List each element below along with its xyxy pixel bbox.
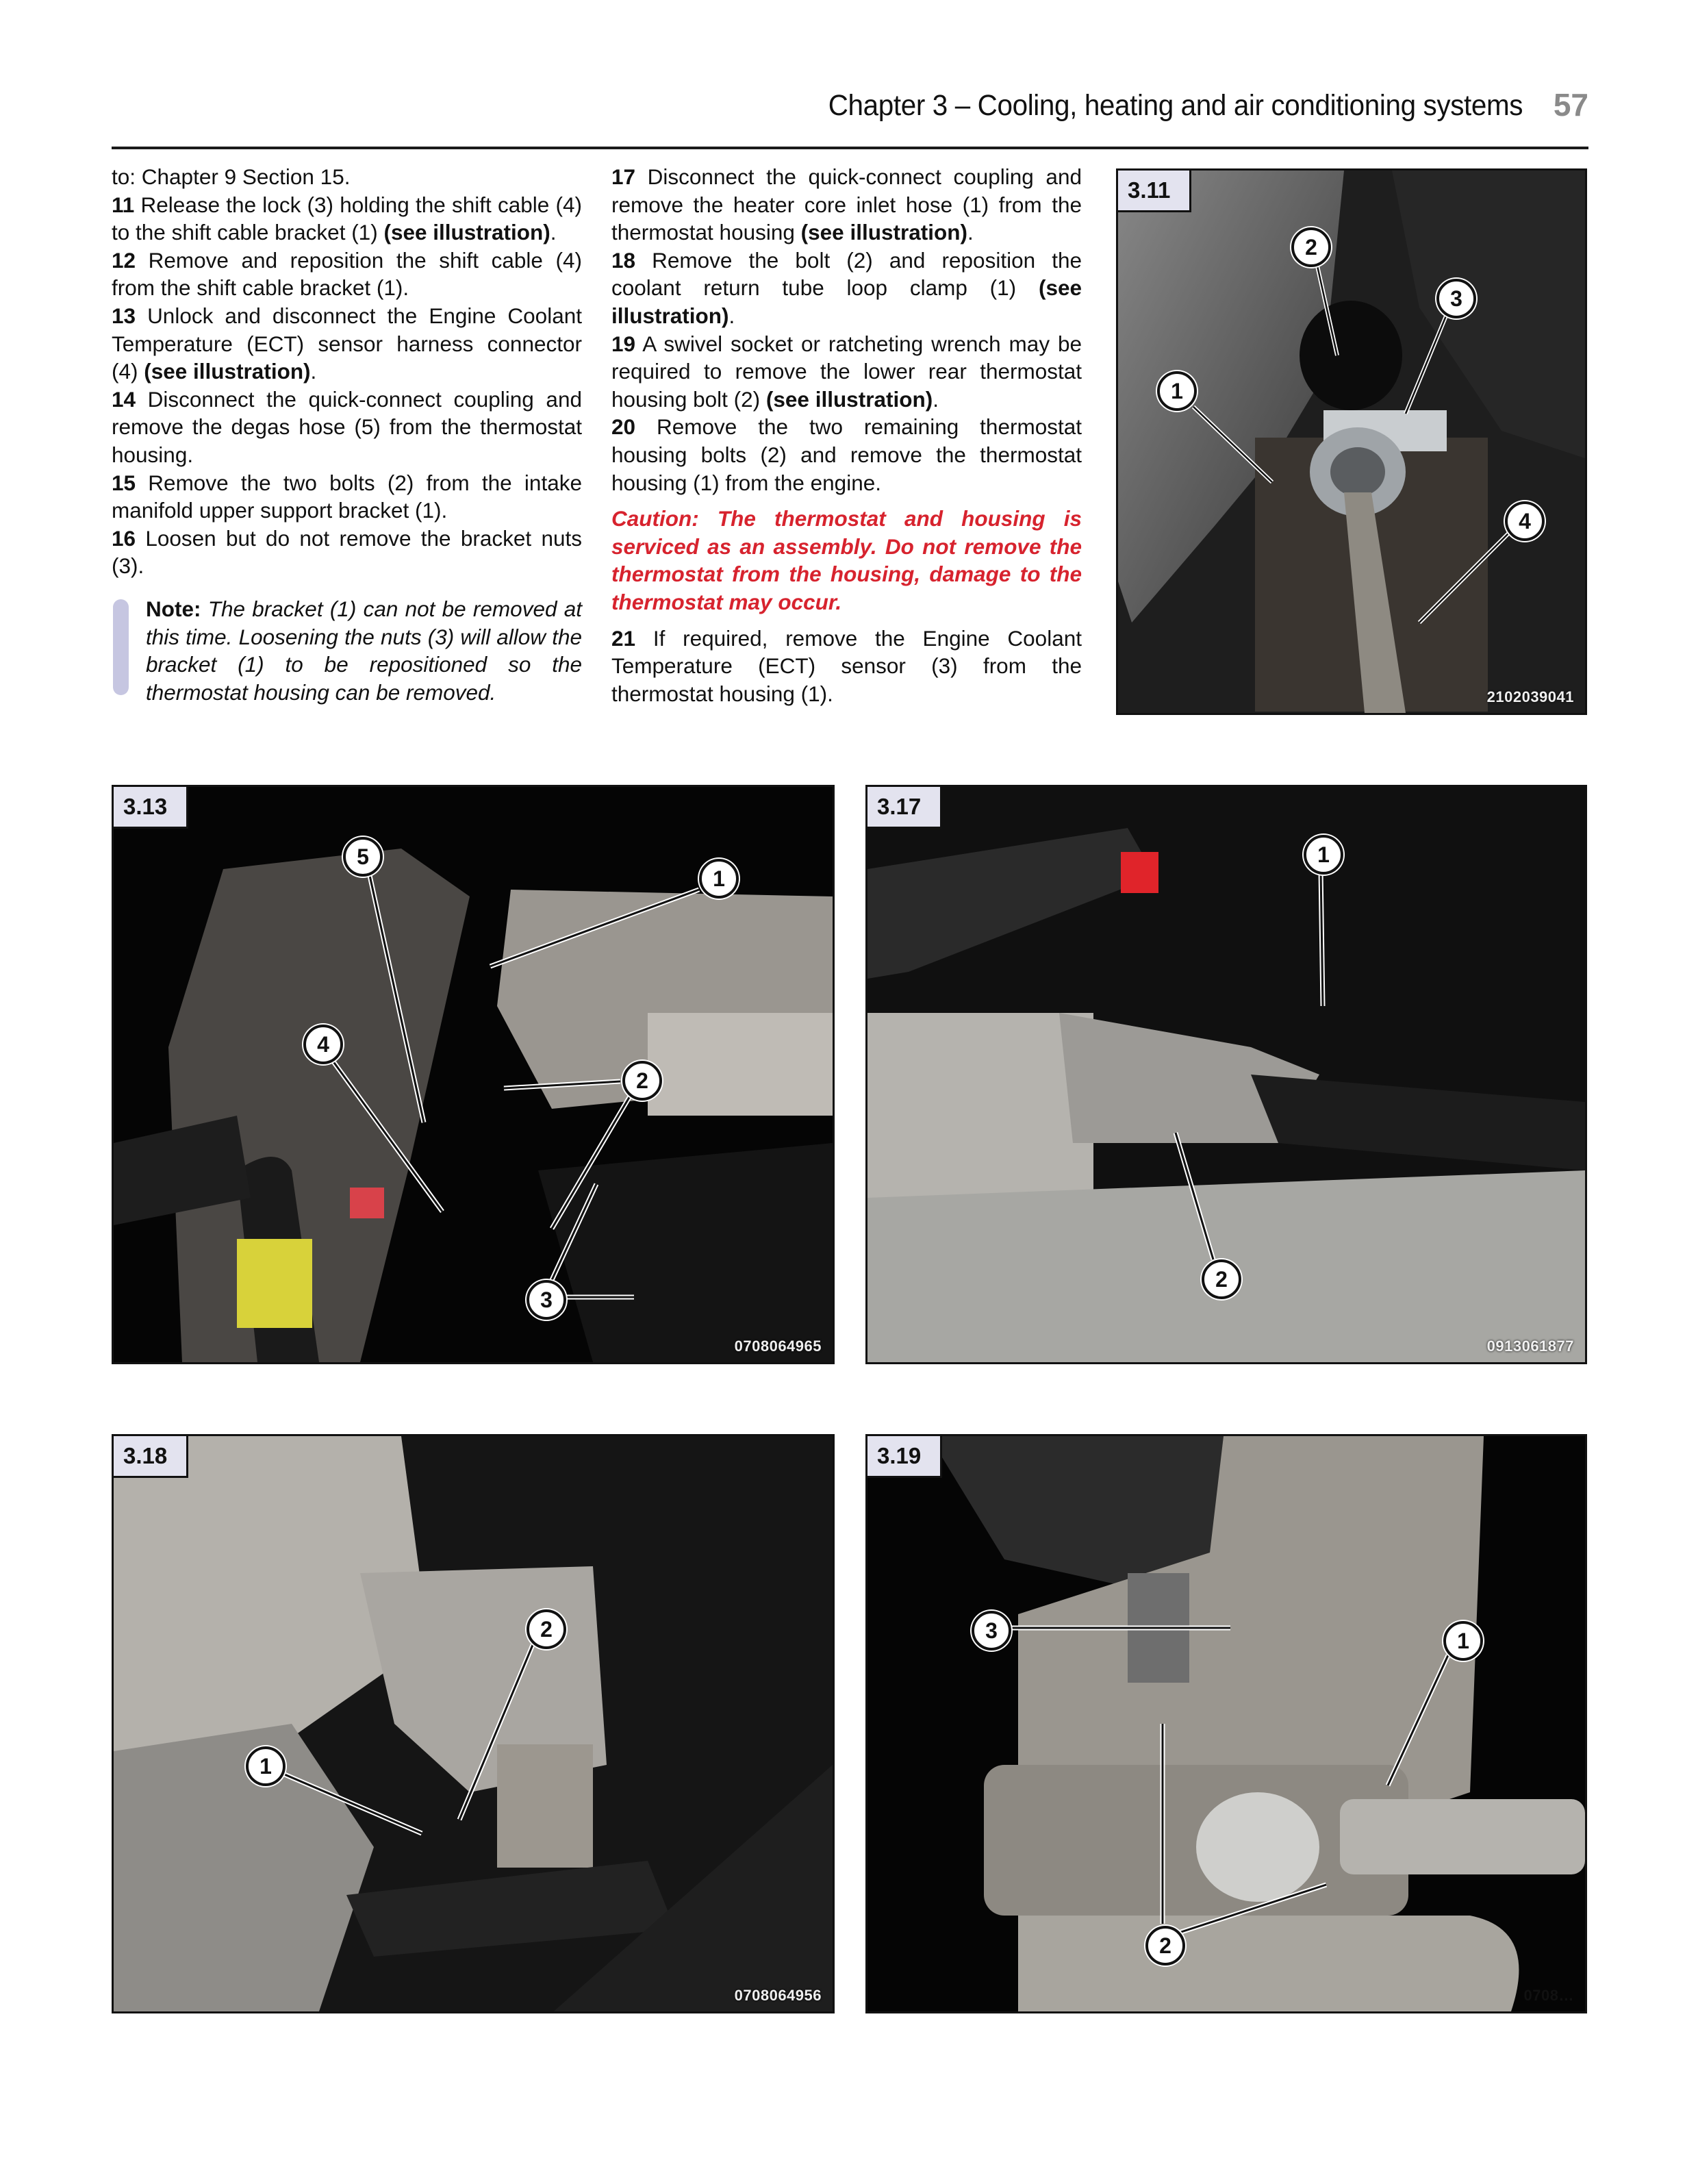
step-number: 19 xyxy=(611,331,636,356)
step-text: Disconnect the quick-connect coupling and remove the heater core inlet hose (1) from the thermostat housing xyxy=(611,164,1082,245)
punct: . xyxy=(933,386,939,412)
figure-id: 0913061877 xyxy=(1486,1338,1574,1355)
text-column-1 xyxy=(112,163,582,706)
step-11 xyxy=(112,191,582,247)
see-illustration-ref: (see illustration) xyxy=(800,220,967,245)
step-13 xyxy=(112,302,582,386)
see-illustration-ref: (see illustration) xyxy=(765,386,933,412)
step-number: 14 xyxy=(112,386,136,412)
callout-4: 4 xyxy=(303,1025,343,1064)
figure-id: 0708064965 xyxy=(734,1338,822,1355)
note-box xyxy=(112,595,582,706)
figure-3-11 xyxy=(1116,168,1587,715)
step-number: 15 xyxy=(112,470,136,495)
caution-text: Caution: The thermostat and housing is serviced as an assembly. Do not remove the thermostat from the housing, damage to the thermostat may occur. xyxy=(611,506,1082,614)
callout-arrows xyxy=(867,1436,1585,2011)
note-label: Note: xyxy=(146,596,201,621)
note-text xyxy=(146,595,582,706)
step-12 xyxy=(112,247,582,302)
step-text: A swivel socket or ratcheting wrench may be required to remove the lower rear thermostat housing bolt (2) xyxy=(611,331,1082,412)
step-19 xyxy=(611,330,1082,414)
callout-arrows xyxy=(114,1436,833,2011)
step-20 xyxy=(611,413,1082,497)
figure-label: 3.11 xyxy=(1118,171,1191,212)
callout-1: 1 xyxy=(699,859,739,899)
punct: . xyxy=(967,220,974,245)
figure-3-13 xyxy=(112,785,835,1364)
callout-1: 1 xyxy=(1443,1621,1483,1661)
punct: . xyxy=(728,303,735,328)
step-text: Disconnect the quick-connect coupling and remove the degas hose (5) from the thermostat housing. xyxy=(112,386,582,467)
callout-2: 2 xyxy=(1202,1259,1241,1299)
step-text: Remove and reposition the shift cable (4) from the shift cable bracket (1). xyxy=(112,247,582,301)
step-18 xyxy=(611,247,1082,330)
step-number: 13 xyxy=(112,303,136,328)
step-16 xyxy=(112,525,582,580)
step-15 xyxy=(112,469,582,525)
step-number: 12 xyxy=(112,247,136,273)
callout-1: 1 xyxy=(246,1746,286,1786)
step-number: 20 xyxy=(611,414,636,440)
see-illustration-ref: (see illustration) xyxy=(611,275,1082,328)
callout-2: 2 xyxy=(622,1061,662,1101)
text-column-2 xyxy=(611,163,1082,707)
callout-1: 1 xyxy=(1304,835,1343,875)
step-number: 16 xyxy=(112,525,136,551)
step-17 xyxy=(611,163,1082,247)
figure-label: 3.13 xyxy=(114,787,188,829)
callout-3: 3 xyxy=(527,1280,566,1320)
step-text: Unlock and disconnect the Engine Coolant Temperature (ECT) sensor harness connector (4) xyxy=(112,303,582,384)
figure-label: 3.18 xyxy=(114,1436,188,1478)
figure-label: 3.19 xyxy=(867,1436,942,1478)
figure-3-18 xyxy=(112,1434,835,2013)
page-header xyxy=(112,82,1588,149)
step-number: 17 xyxy=(611,164,636,189)
punct: . xyxy=(310,359,317,384)
figure-3-17 xyxy=(865,785,1587,1364)
punct: . xyxy=(550,220,557,245)
figure-id: 0708064956 xyxy=(734,1987,822,2004)
callout-2: 2 xyxy=(527,1609,566,1649)
callout-1: 1 xyxy=(1157,371,1197,411)
step-number: 11 xyxy=(112,192,135,217)
note-bar xyxy=(113,599,129,695)
callout-4: 4 xyxy=(1505,501,1545,541)
callout-arrows xyxy=(1118,171,1585,713)
step-number: 21 xyxy=(611,625,636,651)
step-number: 18 xyxy=(611,247,636,273)
page-number: 57 xyxy=(1553,87,1588,123)
callout-3: 3 xyxy=(972,1611,1011,1650)
figure-3-19 xyxy=(865,1434,1587,2013)
continued-text: to: Chapter 9 Section 15. xyxy=(112,164,351,189)
step-text: Remove the bolt (2) and reposition the coolant return tube loop clamp (1) xyxy=(611,247,1082,301)
figure-id: 0708… xyxy=(1523,1987,1574,2004)
step-21 xyxy=(611,625,1082,708)
callout-2: 2 xyxy=(1145,1926,1185,1966)
step-text: Remove the two bolts (2) from the intake manifold upper support bracket (1). xyxy=(112,470,582,523)
step-text: Remove the two remaining thermostat housing bolts (2) and remove the thermostat housing (1) from the engine. xyxy=(611,414,1082,495)
figure-label: 3.17 xyxy=(867,787,942,829)
chapter-title: Chapter 3 – Cooling, heating and air conditioning systems xyxy=(828,89,1523,122)
see-illustration-ref: (see illustration) xyxy=(144,359,311,384)
step-text: Release the lock (3) holding the shift cable (4) to the shift cable bracket (1) xyxy=(112,192,582,245)
figure-id: 2102039041 xyxy=(1486,688,1574,705)
callout-5: 5 xyxy=(343,837,383,877)
step-text: If required, remove the Engine Coolant Temperature (ECT) sensor (3) from the thermostat housing (1). xyxy=(611,625,1082,706)
callout-3: 3 xyxy=(1436,279,1476,318)
step-text: Loosen but do not remove the bracket nuts (3). xyxy=(112,525,582,579)
callout-2: 2 xyxy=(1291,227,1331,267)
note-body: The bracket (1) can not be removed at this time. Loosening the nuts (3) will allow the bracket (1) to be repositioned so the thermostat housing can be removed. xyxy=(146,596,582,705)
step-14 xyxy=(112,386,582,469)
see-illustration-ref: (see illustration) xyxy=(383,220,550,245)
